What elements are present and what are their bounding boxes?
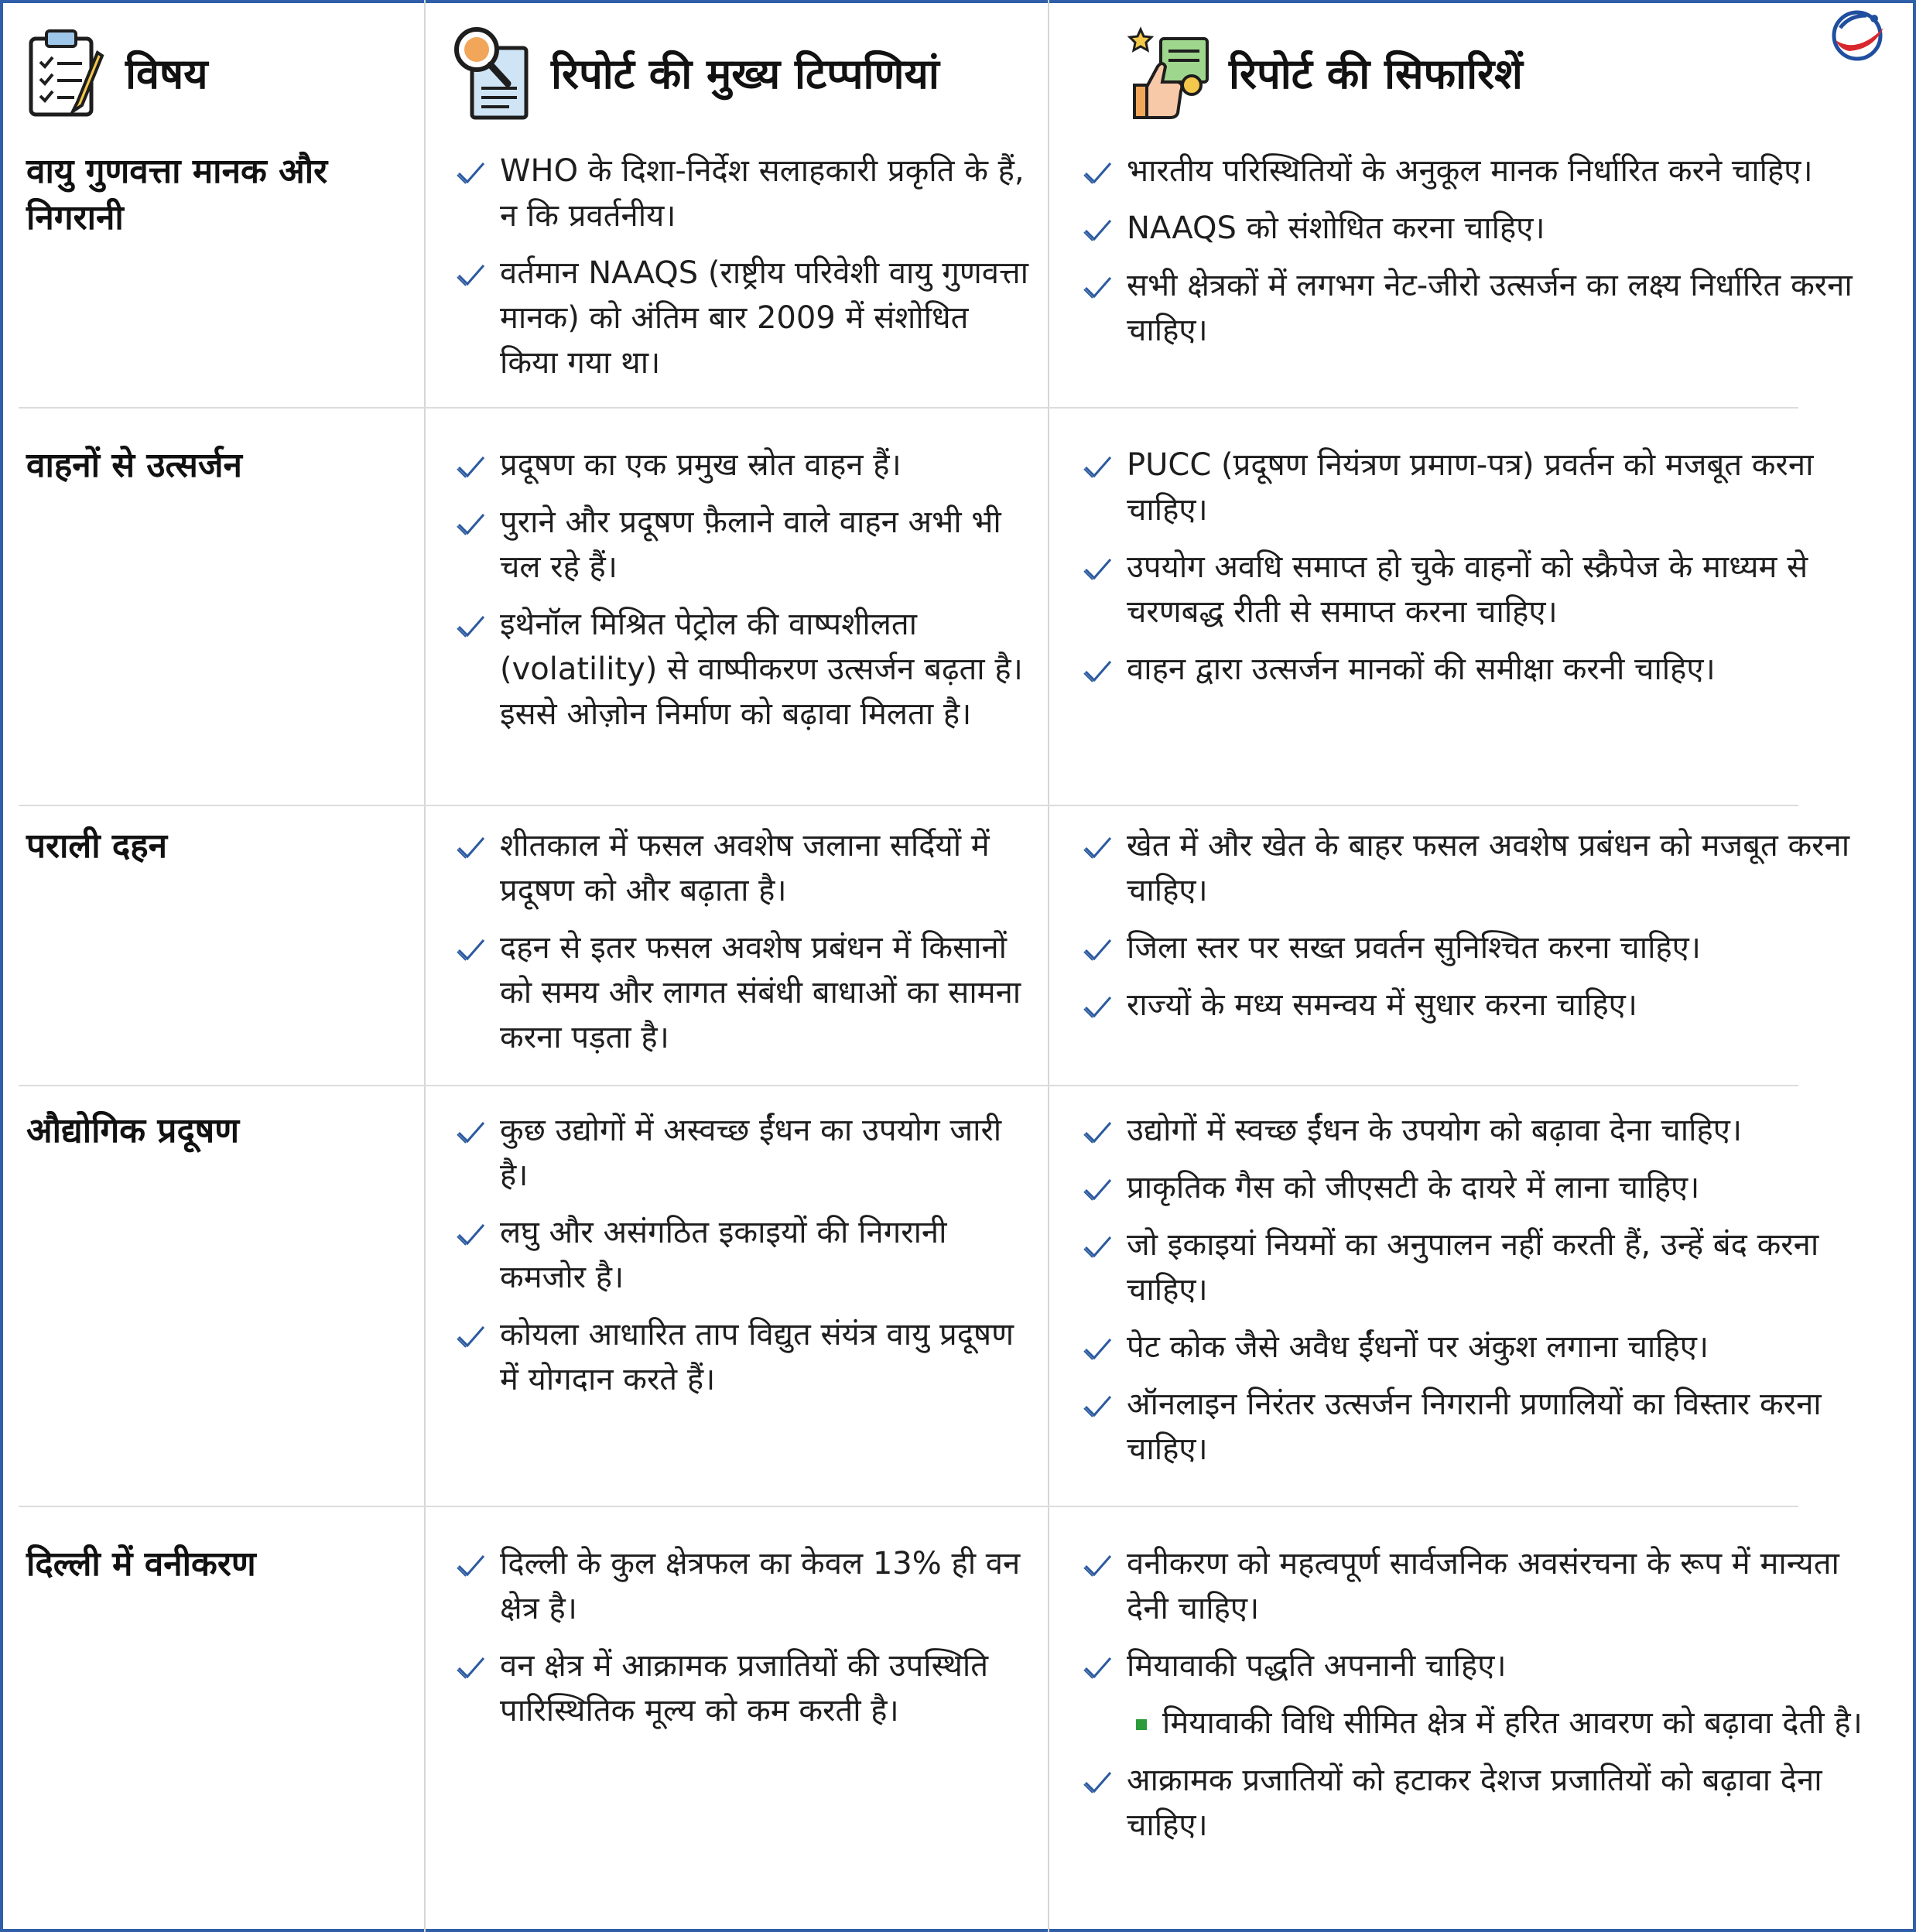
row-topic: पराली दहन xyxy=(26,826,168,866)
observation-item: प्रदूषण का एक प्रमुख स्रोत वाहन हैं। xyxy=(457,443,1029,487)
observation-item: पुराने और प्रदूषण फ़ैलाने वाले वाहन अभी भी चल रहे हैं। xyxy=(457,500,1029,590)
recommendation-item: जो इकाइयां नियमों का अनुपालन नहीं करती हैं, उन्हें बंद करना चाहिए। xyxy=(1083,1222,1888,1312)
observation-item: दिल्ली के कुल क्षेत्रफल का केवल 13% ही वन क्षेत्र है। xyxy=(457,1541,1029,1631)
check-icon xyxy=(1083,1552,1113,1578)
observation-item: कुछ उद्योगों में अस्वच्छ ईंधन का उपयोग जारी है। xyxy=(457,1108,1029,1198)
observation-item: वर्तमान NAAQS (राष्ट्रीय परिवेशी वायु गुणवत्ता मानक) को अंतिम बार 2009 में संशोधित किया गया था। xyxy=(457,251,1029,385)
header-observations-label: रिपोर्ट की मुख्य टिप्पणियां xyxy=(551,49,939,98)
check-icon xyxy=(1083,1393,1113,1419)
recommendation-item: NAAQS को संशोधित करना चाहिए। xyxy=(1083,206,1888,251)
check-icon xyxy=(1083,556,1113,582)
recommendations-cell xyxy=(1083,1541,1888,1860)
check-icon xyxy=(1083,1654,1113,1681)
recommendation-item: उद्योगों में स्वच्छ ईंधन के उपयोग को बढ़ावा देना चाहिए। xyxy=(1083,1108,1888,1153)
row-topic: वाहनों से उत्सर्जन xyxy=(26,446,242,485)
recommendations-cell xyxy=(1083,823,1888,1040)
recommendation-subitem: मियावाकी विधि सीमित क्षेत्र में हरित आवरण को बढ़ावा देती है। xyxy=(1083,1701,1888,1746)
check-icon xyxy=(1083,834,1113,860)
check-icon xyxy=(1083,159,1113,186)
clipboard-checklist-icon xyxy=(23,22,108,122)
check-icon xyxy=(1083,217,1113,243)
check-icon xyxy=(1083,274,1113,300)
recommendation-item: उपयोग अवधि समाप्त हो चुके वाहनों को स्क्रैपेज के माध्यम से चरणबद्ध रीती से समाप्त करना चाहिए। xyxy=(1083,545,1888,634)
observations-cell xyxy=(457,823,1029,1072)
check-icon xyxy=(457,613,486,639)
observation-item: वन क्षेत्र में आक्रामक प्रजातियों की उपस्थिति पारिस्थितिक मूल्य को कम करती है। xyxy=(457,1643,1029,1733)
row-separator xyxy=(19,407,1798,409)
row-topic: वायु गुणवत्ता मानक और निगरानी xyxy=(26,152,328,238)
recommendation-item: वनीकरण को महत्वपूर्ण सार्वजनिक अवसंरचना के रूप में मान्यता देनी चाहिए। xyxy=(1083,1541,1888,1631)
recommendation-item: खेत में और खेत के बाहर फसल अवशेष प्रबंधन को मजबूत करना चाहिए। xyxy=(1083,823,1888,913)
check-icon xyxy=(457,1654,486,1681)
check-icon xyxy=(1083,1769,1113,1795)
observation-item: WHO के दिशा-निर्देश सलाहकारी प्रकृति के हैं, न कि प्रवर्तनीय। xyxy=(457,149,1029,238)
recommendation-item: प्राकृतिक गैस को जीएसटी के दायरे में लाना चाहिए। xyxy=(1083,1165,1888,1210)
column-divider xyxy=(424,0,426,1932)
check-icon xyxy=(457,1119,486,1145)
recommendation-item: आक्रामक प्रजातियों को हटाकर देशज प्रजातियों को बढ़ावा देना चाहिए। xyxy=(1083,1758,1888,1848)
recommendation-item: मियावाकी पद्धति अपनानी चाहिए। xyxy=(1083,1643,1888,1688)
check-icon xyxy=(1083,993,1113,1020)
check-icon xyxy=(1083,936,1113,963)
recommendation-item: पेट कोक जैसे अवैध ईंधनों पर अंकुश लगाना चाहिए। xyxy=(1083,1325,1888,1369)
header-recommendations-label: रिपोर्ट की सिफारिशें xyxy=(1229,49,1523,98)
check-icon xyxy=(1083,1119,1113,1145)
check-icon xyxy=(457,1323,486,1349)
document-magnifier-icon xyxy=(449,22,534,122)
row-separator xyxy=(19,805,1798,806)
recommendations-cell xyxy=(1083,149,1888,365)
row-separator xyxy=(19,1506,1798,1507)
header-topic xyxy=(23,0,208,143)
thumbs-up-certificate-icon xyxy=(1127,22,1212,122)
row-separator xyxy=(19,1085,1798,1086)
recommendation-item: राज्यों के मध्य समन्वय में सुधार करना चाहिए। xyxy=(1083,983,1888,1028)
header-topic-label: विषय xyxy=(125,49,208,98)
check-icon xyxy=(1083,658,1113,684)
check-icon xyxy=(457,453,486,480)
observation-item: इथेनॉल मिश्रित पेट्रोल की वाष्पशीलता (volatility) से वाष्पीकरण उत्सर्जन बढ़ता है। इससे ओज़ोन निर्माण को बढ़ावा मिलता है। xyxy=(457,602,1029,737)
recommendations-cell xyxy=(1083,1108,1888,1484)
column-divider xyxy=(1048,0,1049,1932)
check-icon xyxy=(1083,1335,1113,1362)
header-observations xyxy=(449,0,939,143)
green-square-icon xyxy=(1136,1719,1147,1730)
recommendation-item: सभी क्षेत्रकों में लगभग नेट-जीरो उत्सर्जन का लक्ष्य निर्धारित करना चाहिए। xyxy=(1083,263,1888,353)
check-icon xyxy=(457,511,486,537)
recommendation-item: PUCC (प्रदूषण नियंत्रण प्रमाण-पत्र) प्रवर्तन को मजबूत करना चाहिए। xyxy=(1083,443,1888,532)
recommendation-item: वाहन द्वारा उत्सर्जन मानकों की समीक्षा करनी चाहिए। xyxy=(1083,647,1888,692)
observation-item: कोयला आधारित ताप विद्युत संयंत्र वायु प्रदूषण में योगदान करते हैं। xyxy=(457,1312,1029,1402)
check-icon xyxy=(457,834,486,860)
observation-item: दहन से इतर फसल अवशेष प्रबंधन में किसानों को समय और लागत संबंधी बाधाओं का सामना करना पड़ता है। xyxy=(457,925,1029,1060)
observations-cell xyxy=(457,149,1029,398)
observation-item: लघु और असंगठित इकाइयों की निगरानी कमजोर है। xyxy=(457,1210,1029,1300)
row-topic: औद्योगिक प्रदूषण xyxy=(26,1111,240,1151)
recommendation-item: जिला स्तर पर सख्त प्रवर्तन सुनिश्चित करना चाहिए। xyxy=(1083,925,1888,970)
check-icon xyxy=(457,1552,486,1578)
check-icon xyxy=(457,262,486,288)
check-icon xyxy=(457,159,486,186)
check-icon xyxy=(1083,1233,1113,1260)
check-icon xyxy=(457,936,486,963)
row-topic: दिल्ली में वनीकरण xyxy=(26,1544,256,1584)
observations-cell xyxy=(457,443,1029,749)
observations-cell xyxy=(457,1108,1029,1414)
recommendation-item: भारतीय परिस्थितियों के अनुकूल मानक निर्धारित करने चाहिए। xyxy=(1083,149,1888,193)
recommendation-item: ऑनलाइन निरंतर उत्सर्जन निगरानी प्रणालियों का विस्तार करना चाहिए। xyxy=(1083,1382,1888,1472)
recommendations-cell xyxy=(1083,443,1888,704)
observations-cell xyxy=(457,1541,1029,1746)
brand-logo-icon xyxy=(1826,5,1888,67)
check-icon xyxy=(1083,453,1113,480)
check-icon xyxy=(457,1221,486,1247)
check-icon xyxy=(1083,1176,1113,1202)
observation-item: शीतकाल में फसल अवशेष जलाना सर्दियों में प्रदूषण को और बढ़ाता है। xyxy=(457,823,1029,913)
header-recommendations xyxy=(1127,0,1523,143)
